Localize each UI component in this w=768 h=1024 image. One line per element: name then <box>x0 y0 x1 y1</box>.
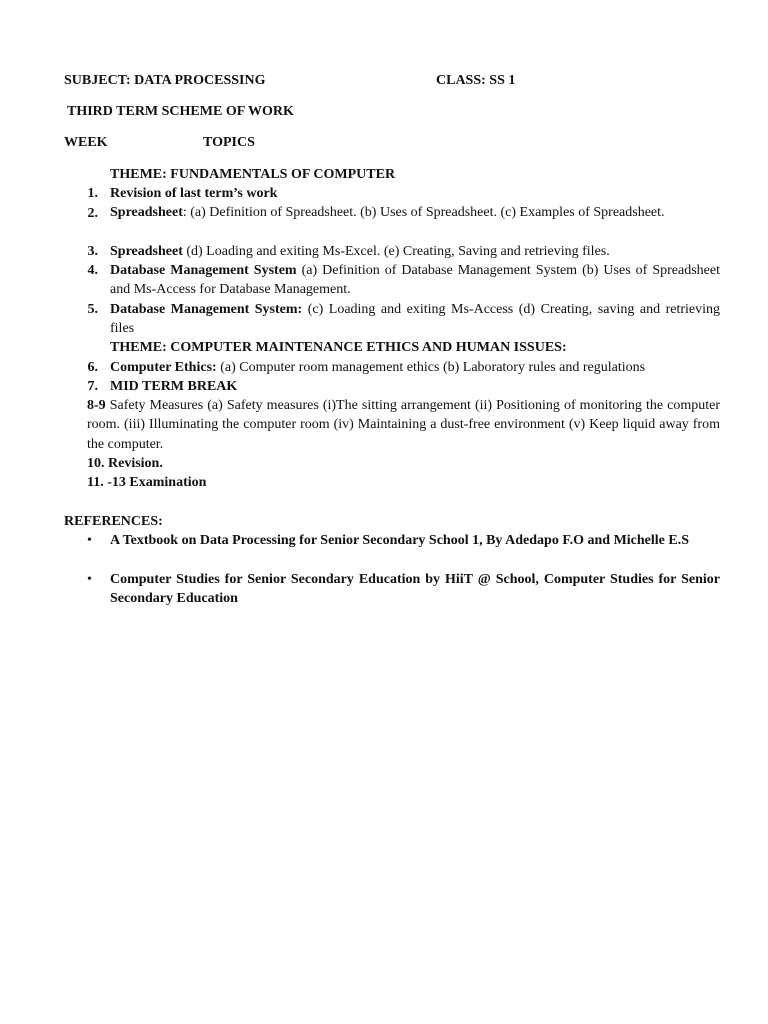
item-text: (a) Computer room management ethics (b) Laboratory rules and regulations <box>216 360 646 375</box>
week-column-label: WEEK <box>64 135 108 150</box>
topics-column-label: TOPICS <box>203 135 255 150</box>
bullet-icon: • <box>87 533 92 548</box>
item-title: Spreadsheet <box>110 244 183 259</box>
item-number: 2. <box>87 206 98 221</box>
week-item <box>110 377 720 396</box>
theme-heading: THEME: COMPUTER MAINTENANCE ETHICS AND HUMAN ISSUES: <box>110 340 567 355</box>
reference-item: A Textbook on Data Processing for Senior Secondary School 1, By Adedapo F.O and Michelle E.S <box>110 533 690 548</box>
item-number: 8-9 <box>87 398 106 413</box>
item-title: Revision of last term’s work <box>110 186 278 201</box>
references-heading: REFERENCES: <box>64 514 163 529</box>
subject-heading: SUBJECT: DATA PROCESSING <box>64 73 266 88</box>
item-title: MID TERM BREAK <box>110 379 238 394</box>
item-number: 6. <box>87 360 98 375</box>
week-item <box>110 203 720 222</box>
item-text: (c) Loading and exiting Ms-Access (d) Creating, saving and retrieving files <box>110 302 720 337</box>
item-title: Computer Ethics: <box>110 360 217 375</box>
week-item <box>110 261 720 300</box>
week-item <box>110 358 720 377</box>
scheme-title: THIRD TERM SCHEME OF WORK <box>67 104 294 119</box>
week-item: 11. -13 Examination <box>87 475 207 490</box>
item-number: 7. <box>87 379 98 394</box>
item-text: Safety Measures (a) Safety measures (i)The sitting arrangement (ii) Positioning of monitoring the computer room. (iii) Illuminating the computer room (iv) Maintaining a dust-free environment (v) Keep liquid away from the computer. <box>87 398 720 452</box>
week-item <box>87 396 720 454</box>
item-title: Spreadsheet <box>110 205 183 220</box>
theme-heading: THEME: FUNDAMENTALS OF COMPUTER <box>110 167 396 182</box>
item-title: Database Management System: <box>110 302 303 317</box>
week-item <box>110 184 720 203</box>
week-item: 10. Revision. <box>87 456 163 471</box>
week-item <box>110 242 720 261</box>
bullet-icon: • <box>87 572 92 587</box>
item-title: Database Management System <box>110 263 297 278</box>
class-heading: CLASS: SS 1 <box>436 73 516 88</box>
item-text: (d) Loading and exiting Ms-Excel. (e) Creating, Saving and retrieving files. <box>182 244 610 259</box>
item-text: (a) Definition of Database Management System (b) Uses of Spreadsheet and Ms-Access for Database Management. <box>110 263 720 298</box>
item-number: 4. <box>87 263 98 278</box>
item-number: 1. <box>87 186 98 201</box>
reference-item: Computer Studies for Senior Secondary Education by HiiT @ School, Computer Studies for Senior Secondary Education <box>110 572 720 607</box>
item-text: : (a) Definition of Spreadsheet. (b) Uses of Spreadsheet. (c) Examples of Spreadsheet. <box>182 205 665 220</box>
item-number: 3. <box>87 244 98 259</box>
item-number: 5. <box>87 302 98 317</box>
week-item <box>110 300 720 339</box>
